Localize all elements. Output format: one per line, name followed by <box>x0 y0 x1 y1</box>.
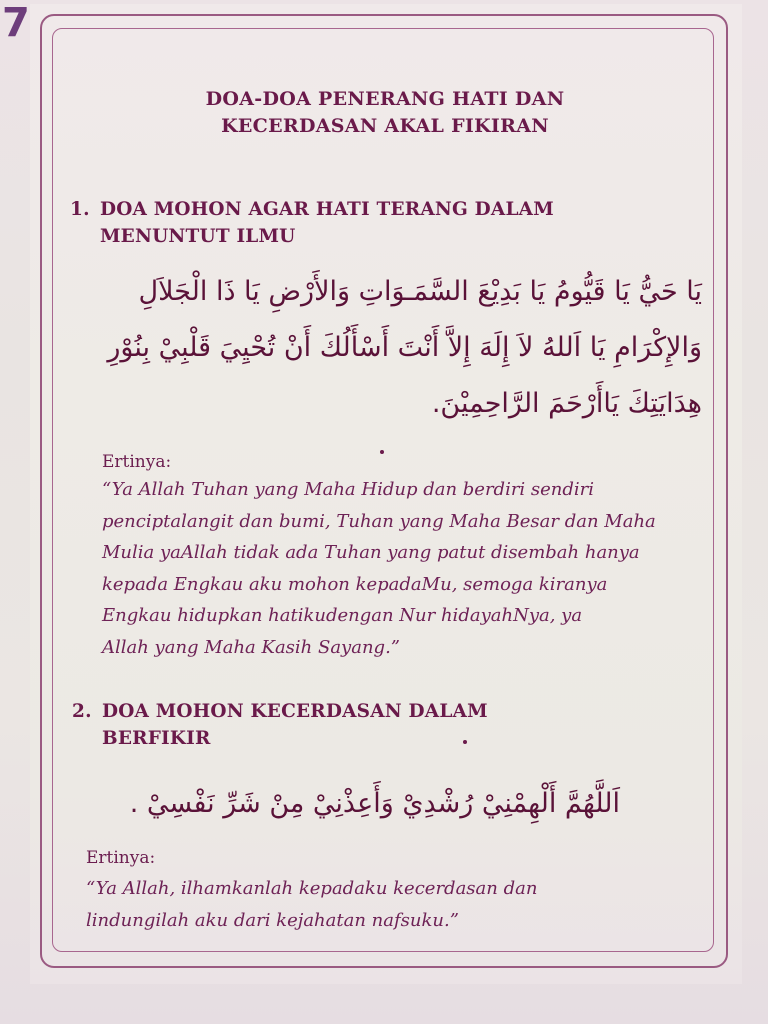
translation-line: “Ya Allah Tuhan yang Maha Hidup dan berdiri sendiri <box>102 479 595 500</box>
section-2-translation <box>86 873 537 936</box>
arabic-line: هِدَايَتِكَ يَاأَرْحَمَ الرَّاحِمِيْنَ. <box>431 388 702 419</box>
page-title <box>100 86 670 140</box>
section-2-number: 2. <box>72 701 92 722</box>
section-2-arabic-prayer <box>129 776 620 832</box>
section-1-heading-line-1: DOA MOHON AGAR HATI TERANG DALAM <box>100 199 554 220</box>
arabic-line: اَللَّهُمَّ أَلْهِمْنِيْ رُشْدِيْ وَأَعِذْنِيْ مِنْ شَرِّ نَفْسِيْ . <box>129 788 620 819</box>
section-1-heading-line-2: MENUNTUT ILMU <box>100 226 296 247</box>
section-2-heading <box>72 698 488 752</box>
section-1-heading <box>70 196 554 250</box>
handwritten-page-mark: 7 <box>2 0 30 46</box>
section-2-meaning-label: Ertinya: <box>86 848 156 868</box>
arabic-line: يَا حَيُّ يَا قَيُّومُ يَا بَدِيْعَ السَّمَـوَاتِ وَالأَرْضِ يَا ذَا الْجَلاَلِ <box>138 276 702 307</box>
section-1-arabic-prayer <box>70 264 702 432</box>
translation-line: Engkau hidupkan hatikudengan Nur hidayahNya, ya <box>102 605 583 626</box>
section-2-heading-line-1: DOA MOHON KECERDASAN DALAM <box>102 701 488 722</box>
translation-line: lindungilah aku dari kejahatan nafsuku.” <box>86 909 459 931</box>
translation-line: Allah yang Maha Kasih Sayang.” <box>102 636 400 658</box>
arabic-line: وَالإِكْرَامِ يَا اَللهُ لاَ إِلَهَ إِلاَّ أَنْتَ أَسْأَلُكَ أَنْ تُحْيِيَ قَلْبِيْ بِنُوْرِ <box>107 332 702 363</box>
section-1-meaning-label: Ertinya: <box>102 452 172 472</box>
title-line-2: KECERDASAN AKAL FIKIRAN <box>221 115 549 137</box>
translation-line: penciptalangit dan bumi, Tuhan yang Maha Besar dan Maha <box>102 510 656 532</box>
print-speck <box>463 740 467 744</box>
translation-line: “Ya Allah, ilhamkanlah kepadaku kecerdasan dan <box>86 878 538 899</box>
section-2-heading-line-2: BERFIKIR <box>102 728 211 749</box>
translation-line: Mulia yaAllah tidak ada Tuhan yang patut disembah hanya <box>102 542 640 563</box>
print-speck <box>380 450 384 454</box>
title-line-1: DOA-DOA PENERANG HATI DAN <box>205 88 565 110</box>
section-1-number: 1. <box>70 199 90 220</box>
translation-line: kepada Engkau aku mohon kepadaMu, semoga kiranya <box>102 573 608 595</box>
section-1-translation <box>102 474 656 663</box>
